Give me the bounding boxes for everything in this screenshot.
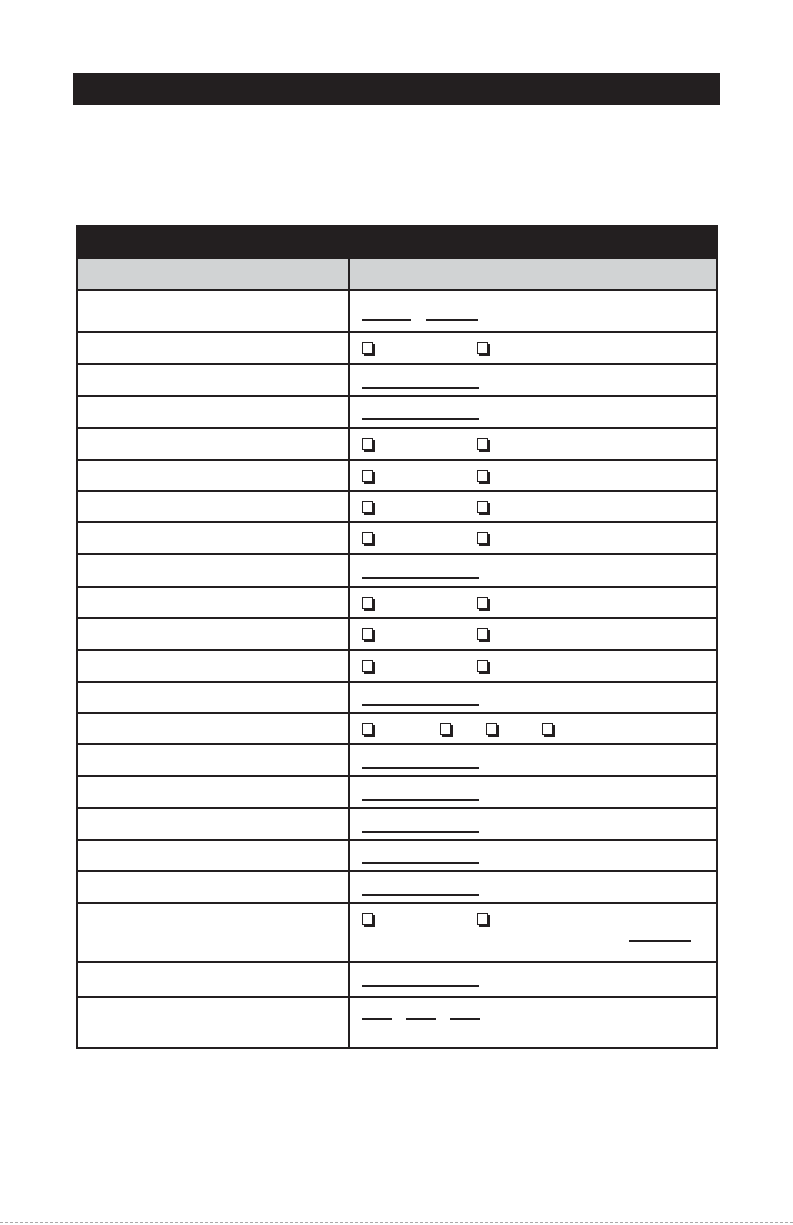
- code-part-blank[interactable]: [406, 1018, 436, 1020]
- option-checkbox[interactable]: [477, 597, 488, 609]
- page-bottom-edge: [0, 1222, 793, 1223]
- form-row: [78, 492, 716, 523]
- option-checkbox[interactable]: [477, 438, 488, 450]
- entry-blank[interactable]: [362, 799, 479, 801]
- entry-blank[interactable]: [362, 862, 479, 864]
- form-row: [78, 365, 716, 397]
- option-checkbox[interactable]: [440, 723, 451, 735]
- option-checkbox[interactable]: [362, 913, 373, 925]
- option-checkbox[interactable]: [362, 532, 373, 544]
- entry-blank[interactable]: [362, 387, 479, 389]
- form-row: [78, 714, 716, 745]
- date-part-blank[interactable]: [362, 319, 411, 321]
- entry-blank[interactable]: [362, 767, 479, 769]
- option-checkbox[interactable]: [362, 723, 373, 735]
- option-checkbox[interactable]: [362, 501, 373, 513]
- form-row: [78, 555, 716, 588]
- entry-blank[interactable]: [362, 831, 479, 833]
- other-entry-blank[interactable]: [629, 940, 691, 942]
- option-checkbox[interactable]: [362, 438, 373, 450]
- form-row: [78, 683, 716, 714]
- date-part-blank[interactable]: [426, 319, 478, 321]
- option-checkbox[interactable]: [477, 342, 488, 354]
- title-bar: [73, 73, 720, 105]
- option-checkbox[interactable]: [477, 913, 488, 925]
- option-checkbox[interactable]: [486, 723, 497, 735]
- option-checkbox[interactable]: [477, 660, 488, 672]
- form-row: [78, 333, 716, 365]
- entry-blank[interactable]: [362, 418, 479, 420]
- column-header-entry: [350, 259, 716, 291]
- form-row: [78, 777, 716, 809]
- form-table: [76, 225, 718, 1049]
- entry-blank[interactable]: [362, 704, 479, 706]
- column-header-field: [78, 259, 348, 291]
- form-row: [78, 963, 716, 998]
- form-row: [78, 998, 716, 1047]
- form-row: [78, 291, 716, 333]
- option-checkbox[interactable]: [477, 501, 488, 513]
- form-row: [78, 809, 716, 841]
- form-row: [78, 461, 716, 492]
- option-checkbox[interactable]: [362, 660, 373, 672]
- code-part-blank[interactable]: [450, 1018, 480, 1020]
- form-row: [78, 841, 716, 872]
- option-checkbox[interactable]: [477, 532, 488, 544]
- entry-blank[interactable]: [362, 894, 479, 896]
- form-row: [78, 429, 716, 461]
- form-row: [78, 872, 716, 904]
- option-checkbox[interactable]: [362, 597, 373, 609]
- table-header-bar: [78, 227, 716, 259]
- code-part-blank[interactable]: [362, 1018, 392, 1020]
- entry-blank[interactable]: [362, 985, 479, 987]
- form-row: [78, 904, 716, 963]
- option-checkbox[interactable]: [362, 628, 373, 640]
- form-row: [78, 397, 716, 429]
- entry-blank[interactable]: [362, 577, 479, 579]
- form-row: [78, 745, 716, 777]
- option-checkbox[interactable]: [362, 342, 373, 354]
- option-checkbox[interactable]: [477, 628, 488, 640]
- form-row: [78, 619, 716, 651]
- form-row: [78, 523, 716, 555]
- option-checkbox[interactable]: [362, 470, 373, 482]
- form-row: [78, 651, 716, 683]
- option-checkbox[interactable]: [542, 723, 553, 735]
- form-row: [78, 588, 716, 619]
- option-checkbox[interactable]: [477, 470, 488, 482]
